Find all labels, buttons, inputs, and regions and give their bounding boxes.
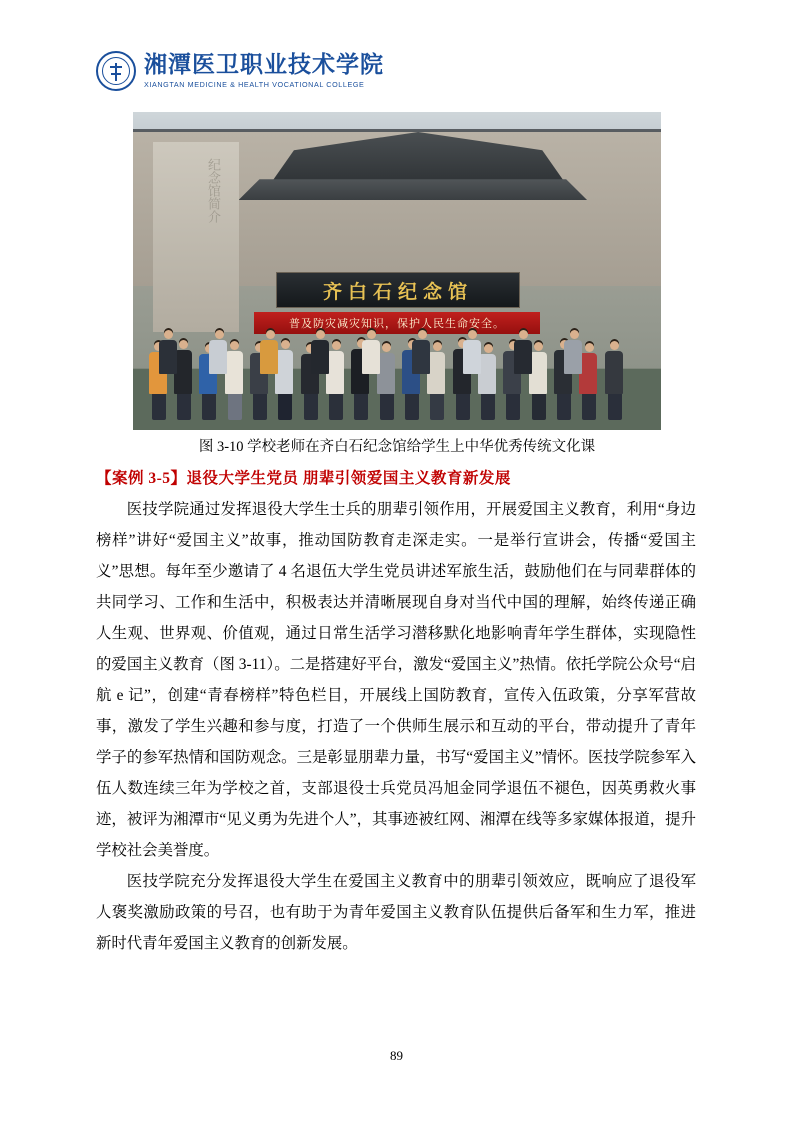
person: [412, 330, 432, 374]
page-number: 89: [390, 1048, 403, 1063]
case-body: [96, 494, 696, 959]
wall-inscription: 纪念馆简介: [206, 158, 221, 223]
college-name-block: [144, 52, 384, 89]
paragraph: 医技学院充分发挥退役大学生在爱国主义教育中的朋辈引领效应，既响应了退役军人褒奖激励政策的号召，也有助于为青年爱国主义教育队伍提供后备军和生力军，推进新时代青年爱国主义教育的创新发展。: [96, 873, 696, 952]
college-name-cn: 湘潭医卫职业技术学院: [144, 52, 384, 78]
college-header: [96, 47, 384, 95]
museum-signboard: 齐白石纪念馆: [276, 272, 521, 308]
figure-caption: 图 3-10 学校老师在齐白石纪念馆给学生上中华优秀传统文化课: [198, 439, 596, 455]
case-title: 【案例 3-5】退役大学生党员 朋辈引领爱国主义教育新发展: [96, 470, 511, 487]
person: [514, 330, 534, 374]
red-banner: 普及防灾减灾知识，保护人民生命安全。: [254, 312, 539, 334]
figure-photo: [133, 112, 661, 430]
college-emblem-icon: [96, 51, 136, 91]
student-group: [144, 270, 651, 420]
person: [260, 330, 280, 374]
person: [311, 330, 331, 374]
college-name-en: XIANGTAN MEDICINE & HEALTH VOCATIONAL COLLEGE: [144, 79, 365, 89]
person: [605, 341, 625, 420]
paragraph: 医技学院通过发挥退役大学生士兵的朋辈引领作用，开展爱国主义教育，利用“身边榜样”讲好“爱国主义”故事，推动国防教育走深走实。一是举行宣讲会，传播“爱国主义”思想。每年至少邀请了 4 名退伍大学生党员讲述军旅生活，鼓励他们在与同辈群体的共同学习、工作和生活中，积极表达并清晰展现自身对当代中国的理解，始终传递正确人生观、世界观、价值观，通过日常生活学习潜移默化地影响青年学生群体，实现隐性的爱国主义教育（图 3-11）。二是搭建好平台，激发“爱国主义”热情。依托学院公众号“启航 e 记”，创建“青春榜样”特色栏目，开展线上国防教育，宣传入伍政策，分享军营故事，激发了学生兴趣和参与度，打造了一个供师生展示和互动的平台，带动提升了青年学子的参军热情和国防观念。三是彰显朋辈力量，书写“爱国主义”情怀。医技学院参军入伍人数连续三年为学校之首，支部退役士兵党员冯旭金同学退伍不褪色，因英勇救火事迹，被评为湘潭市“见义勇为先进个人”，其事迹被红网、湘潭在线等多家媒体报道，提升学校社会美誉度。: [96, 501, 696, 859]
person: [564, 330, 584, 374]
person: [159, 330, 179, 374]
person: [362, 330, 382, 374]
person: [463, 330, 483, 374]
person: [209, 330, 229, 374]
